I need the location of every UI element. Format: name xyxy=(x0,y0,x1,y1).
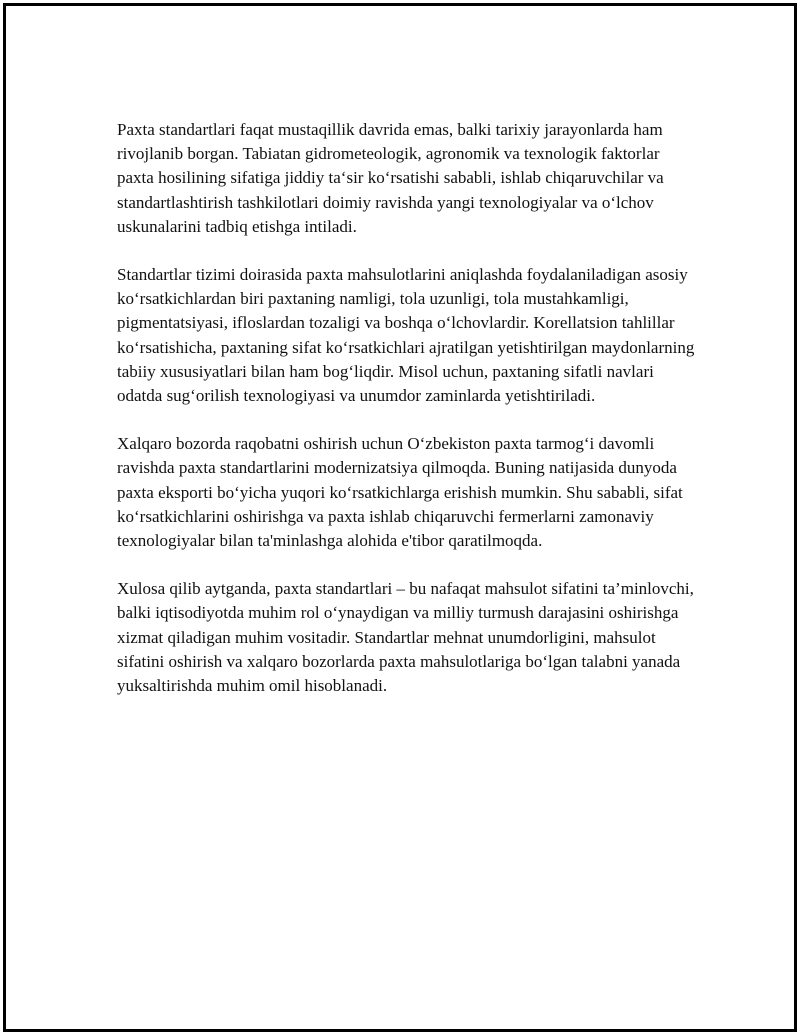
paragraph-1: Paxta standartlari faqat mustaqillik davrida emas, balki tarixiy jarayonlarda ham rivojlanib borgan. Tabiatan gidrometeologik, agronomik va texnologik faktorlar paxta hosilining sifatiga jiddiy ta‘sir ko‘rsatishi sababli, ishlab chiqaruvchilar va standartlashtirish tashkilotlari doimiy ravishda yangi texnologiyalar va o‘lchov uskunalarini tadbiq etishga intiladi. xyxy=(117,120,664,236)
paragraph-2: Standartlar tizimi doirasida paxta mahsulotlarini aniqlashda foydalaniladigan asosiy ko‘rsatkichlardan biri paxtaning namligi, tola uzunligi, tola mustahkamligi, pigmentatsiyasi, ifloslardan tozaligi va boshqa o‘lchovlardir. Korellatsion tahlillar ko‘rsatishicha, paxtaning sifat ko‘rsatkichlari ajratilgan yetishtirilgan maydonlarning tabiiy xususiyatlari bilan ham bog‘liqdir. Misol uchun, paxtaning sifatli navlari odatda sug‘orilish texnologiyasi va unumdor zaminlarda yetishtiriladi. xyxy=(117,265,695,406)
paragraph-4: Xulosa qilib aytganda, paxta standartlari – bu nafaqat mahsulot sifatini ta’minlovchi, balki iqtisodiyotda muhim rol o‘ynaydigan va milliy turmush darajasini oshirishga xizmat qiladigan muhim vositadir. Standartlar mehnat unumdorligini, mahsulot sifatini oshirish va xalqaro bozorlarda paxta mahsulotlariga bo‘lgan talabni yanada yuksaltirishda muhim omil hisoblanadi. xyxy=(117,579,694,696)
document-body xyxy=(117,118,697,722)
paragraph-3: Xalqaro bozorda raqobatni oshirish uchun O‘zbekiston paxta tarmog‘i davomli ravishda paxta standartlarini modernizatsiya qilmoqda. Buning natijasida dunyoda paxta eksporti bo‘yicha yuqori ko‘rsatkichlarga erishish mumkin. Shu sababli, sifat ko‘rsatkichlarini oshirishga va paxta ishlab chiqaruvchi fermerlarni zamonaviy texnologiyalar bilan ta'minlashga alohida e'tibor qaratilmoqda. xyxy=(117,434,683,551)
